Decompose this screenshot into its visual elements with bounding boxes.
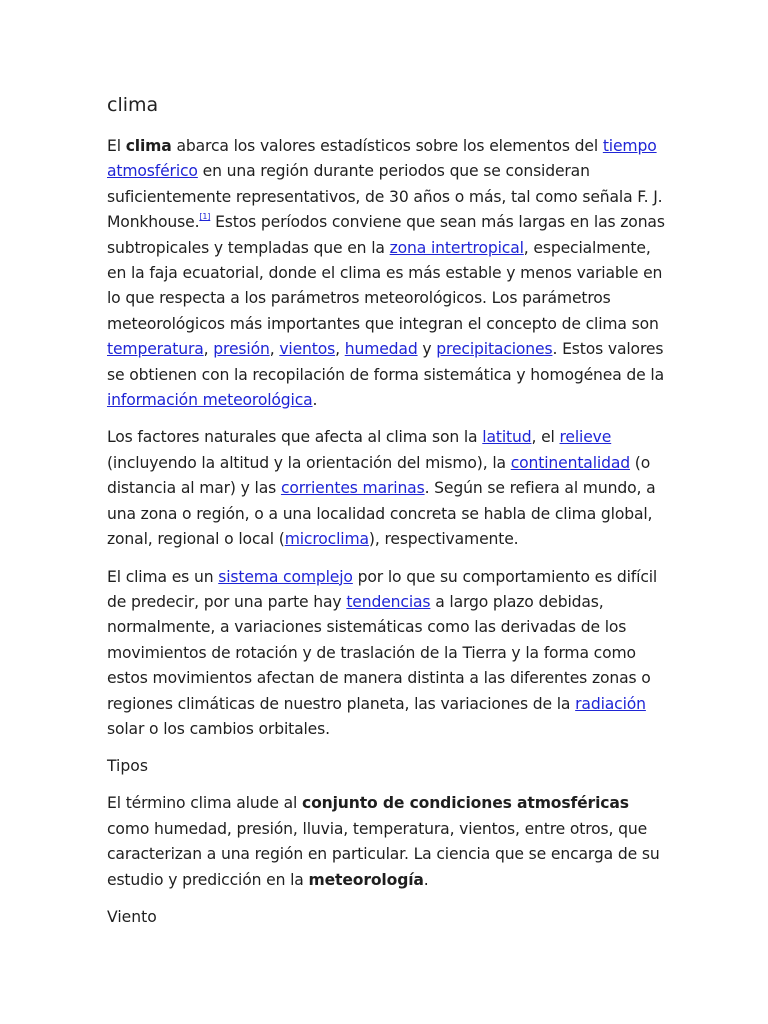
paragraph-termino bbox=[107, 791, 667, 893]
text-span: por lo que su comportamiento es difícil de predecir, por una parte hay bbox=[107, 567, 658, 611]
text-span: ), respectivamente. bbox=[368, 530, 519, 549]
link-presion[interactable]: presión bbox=[213, 340, 270, 359]
text-span: Los factores naturales que afecta al clima son la bbox=[107, 428, 483, 447]
text-span: como humedad, presión, lluvia, temperatura, vientos, entre otros, que caracterizan a una región en particular. La ciencia que se encarga de su estudio y predicción en la bbox=[107, 819, 660, 889]
link-tendencias[interactable]: tendencias bbox=[346, 592, 431, 611]
link-humedad[interactable]: humedad bbox=[344, 340, 418, 359]
text-span: a largo plazo debidas, normalmente, a variaciones sistemáticas como las derivadas de los movimientos de rotación y de traslación de la Tierra y la forma como estos movimientos afectan de manera distinta a las diferentes zonas o regiones climáticas de nuestro planeta, las variaciones de la bbox=[107, 592, 651, 713]
text-span: , especialmente, en la faja ecuatorial, donde el clima es más estable y menos variable en lo que respecta a los parámetros meteorológicos. Los parámetros meteorológicos más importantes que integran el concepto de clima son bbox=[107, 238, 663, 333]
link-informacion-meteorologica[interactable]: información meteorológica bbox=[107, 391, 313, 410]
link-sistema-complejo[interactable]: sistema complejo bbox=[218, 567, 353, 586]
text-span: , bbox=[269, 340, 280, 359]
paragraph-factores bbox=[107, 425, 667, 552]
text-span: (incluyendo la altitud y la orientación del mismo), la bbox=[107, 453, 511, 472]
text-span: . bbox=[423, 870, 429, 889]
text-span: , bbox=[335, 340, 345, 359]
link-zona-intertropical[interactable]: zona intertropical bbox=[389, 238, 524, 257]
paragraph-sistema bbox=[107, 565, 667, 743]
text-span: , el bbox=[531, 428, 560, 447]
text-span: El clima es un bbox=[107, 567, 219, 586]
link-latitud[interactable]: latitud bbox=[482, 428, 532, 447]
link-corrientes-marinas[interactable]: corrientes marinas bbox=[280, 479, 425, 498]
text-span: El bbox=[107, 137, 126, 155]
paragraph-definition bbox=[107, 134, 667, 413]
link-relieve[interactable]: relieve bbox=[559, 428, 612, 447]
link-continentalidad[interactable]: continentalidad bbox=[510, 453, 630, 472]
text-span: , bbox=[203, 340, 214, 359]
text-span: solar o los cambios orbitales. bbox=[107, 719, 330, 738]
bold-meteorologia: meteorología bbox=[308, 870, 424, 889]
text-span: El término clima alude al bbox=[107, 794, 302, 813]
link-microclima[interactable]: microclima bbox=[284, 530, 369, 549]
text-span: Estos períodos conviene que sean más largas en las zonas subtropicales y templadas que en la bbox=[107, 213, 665, 257]
text-span: en una región durante periodos que se consideran suficientemente representativos, de 30 años o más, tal como señala F. J. Monkhouse. bbox=[107, 162, 663, 232]
text-span: abarca los valores estadísticos sobre los elementos del bbox=[171, 137, 603, 155]
link-vientos[interactable]: vientos bbox=[279, 340, 336, 359]
heading-tipos: Tipos bbox=[107, 757, 148, 776]
bold-term-clima: clima bbox=[125, 137, 172, 155]
text-span: . Según se refiera al mundo, a una zona o región, o a una localidad concreta se habla de clima global, zonal, regional o local ( bbox=[107, 479, 656, 549]
link-precipitaciones[interactable]: precipitaciones bbox=[436, 340, 553, 359]
bold-conjunto-condiciones: conjunto de condiciones atmosféricas bbox=[302, 794, 629, 813]
text-span: y bbox=[417, 340, 437, 359]
link-temperatura[interactable]: temperatura bbox=[107, 340, 204, 359]
link-radiacion[interactable]: radiación bbox=[575, 694, 646, 713]
text-span: . Estos valores se obtienen con la recopilación de forma sistemática y homogénea de la bbox=[107, 340, 664, 384]
document-title: clima bbox=[107, 94, 159, 116]
document-page bbox=[107, 92, 667, 942]
text-span: (o distancia al mar) y las bbox=[107, 453, 651, 498]
heading-viento: Viento bbox=[107, 907, 157, 926]
link-tiempo-atmosferico[interactable]: tiempo atmosférico bbox=[107, 137, 657, 181]
text-span: . bbox=[312, 391, 318, 410]
reference-link-1[interactable]: [1] bbox=[199, 212, 211, 222]
